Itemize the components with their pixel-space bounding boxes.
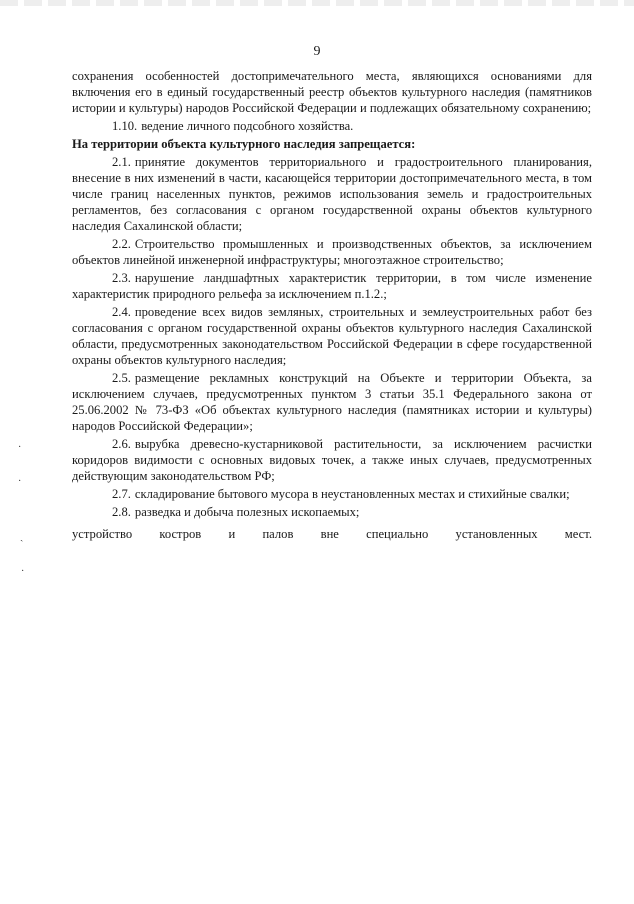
list-item-label: 2.8. <box>112 505 131 519</box>
list-item-text: принятие документов территориального и градостроительного планирования, внесение в них изменений в части, касающейся территории достопримечательного места, в том числе границ населенных пунктов, режимов использования земель и градостроительных регламентов, без согласования с органом государственной охраны объектов культурного наследия Сахалинской области; <box>72 155 592 233</box>
list-item-2-6 <box>72 436 592 484</box>
list-item-label: 2.7. <box>112 487 131 501</box>
list-item-label: 2.2. <box>112 237 131 251</box>
list-item-text: Строительство промышленных и производственных объектов, за исключением объектов линейной инженерной инфраструктуры; многоэтажное строительство; <box>72 237 592 267</box>
scan-speck: · <box>21 566 25 577</box>
document-body <box>72 68 592 542</box>
list-item-text: складирование бытового мусора в неустановленных местах и стихийные свалки; <box>134 487 570 501</box>
list-item-2-2 <box>72 236 592 268</box>
list-item-text: вырубка древесно-кустарниковой растительности, за исключением расчистки коридоров видимости с основных видовых точек, а также иных случаев, предусмотренных действующим законодательством РФ; <box>72 437 592 483</box>
list-item-2-8 <box>72 504 592 520</box>
list-item-text: ведение личного подсобного хозяйства. <box>141 119 354 133</box>
list-item-text: разведка и добыча полезных ископаемых; <box>134 505 360 519</box>
list-item-text: размещение рекламных конструкций на Объекте и территории Объекта, за исключением случаев, предусмотренных пунктом 3 статьи 35.1 Федерального закона от 25.06.2002 № 73-ФЗ «Об объектах культурного наследия (памятниках истории и культуры) народов Российской Федерации»; <box>72 371 592 433</box>
paragraph-continuation: сохранения особенностей достопримечательного места, являющихся основаниями для включения его в единый государственный реестр объектов культурного наследия (памятников истории и культуры) народов Российской Федерации и подлежащих обязательному сохранению; <box>72 69 592 115</box>
list-item-label: 2.5. <box>112 371 131 385</box>
list-item-2-4 <box>72 304 592 368</box>
list-item-2-7 <box>72 486 592 502</box>
list-item-label: 2.3. <box>112 271 131 285</box>
list-item-text: проведение всех видов земляных, строительных и землеустроительных работ без согласования с органом государственной охраны объектов культурного наследия Сахалинской области, предусмотренных законодательством Российской Федерации в сфере государственной охраны объектов культурного наследия; <box>72 305 592 367</box>
final-word: мест. <box>564 527 592 541</box>
list-item-label: 2.6. <box>112 437 131 451</box>
list-item-2-5 <box>72 370 592 434</box>
final-word: костров <box>159 527 202 541</box>
final-spaced-line <box>72 526 592 542</box>
list-item-label: 1.10. <box>112 119 138 133</box>
final-word: вне <box>320 527 339 541</box>
scan-speck: · <box>18 442 22 453</box>
final-word: специально <box>366 527 429 541</box>
page-number: 9 <box>313 44 321 59</box>
list-item-text: нарушение ландшафтных характеристик территории, в том числе изменение характеристик природного рельефа за исключением п.1.2.; <box>72 271 592 301</box>
list-item-2-1 <box>72 154 592 234</box>
list-item-label: 2.4. <box>112 305 131 319</box>
final-word: палов <box>262 527 294 541</box>
list-item-label: 2.1. <box>112 155 131 169</box>
list-item-1-10 <box>72 118 592 134</box>
list-item-2-3 <box>72 270 592 302</box>
final-word: устройство <box>72 527 133 541</box>
section-heading: На территории объекта культурного наследия запрещается: <box>72 137 416 151</box>
final-word: установленных <box>455 527 538 541</box>
scan-speck: · <box>18 476 22 487</box>
scan-speck: ˏ <box>20 531 24 542</box>
scan-top-edge <box>0 0 634 6</box>
final-word: и <box>228 527 236 541</box>
